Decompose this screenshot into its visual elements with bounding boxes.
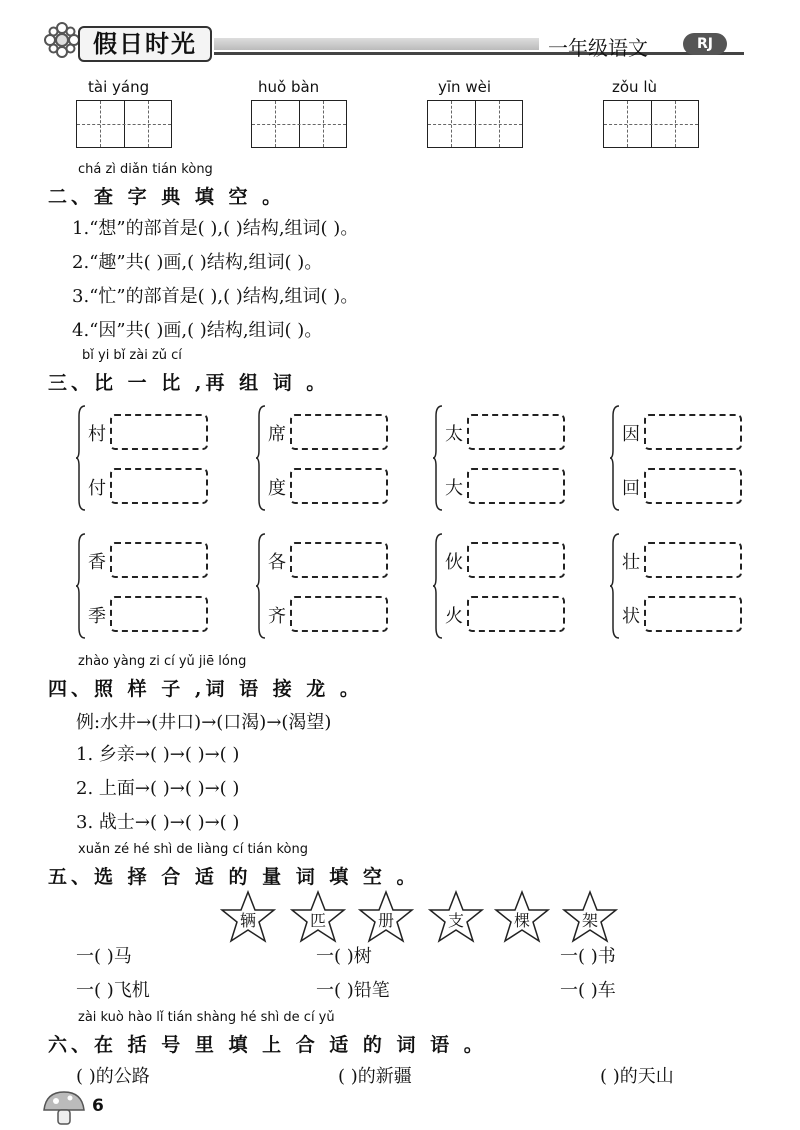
compare-group-3	[433, 404, 593, 512]
measure-word-label: 匹	[309, 911, 326, 930]
measure-word-label: 支	[447, 911, 464, 930]
answer-box[interactable]	[644, 468, 742, 504]
compare-char: 因	[622, 424, 640, 445]
measure-item-3: 一( )书	[560, 946, 616, 967]
compare-group-7	[433, 532, 593, 640]
header-band	[214, 38, 539, 50]
pinyin-label-4: zǒu lù	[612, 78, 657, 96]
compare-group-1	[76, 404, 236, 512]
section2-pinyin: chá zì diǎn tián kòng	[78, 162, 213, 177]
measure-word-star	[220, 890, 276, 944]
answer-box[interactable]	[290, 468, 388, 504]
compare-group-6	[256, 532, 416, 640]
section3-title: 三、比 一 比 ,再 组 词 。	[48, 372, 330, 394]
compare-char: 大	[445, 478, 463, 499]
measure-word-star	[428, 890, 484, 944]
section5-title: 五、选 择 合 适 的 量 词 填 空 。	[48, 866, 420, 888]
pinyin-label-3: yīn wèi	[438, 78, 491, 96]
compare-group-2	[256, 404, 416, 512]
measure-word-star	[290, 890, 346, 944]
answer-box[interactable]	[467, 596, 565, 632]
brace-icon	[76, 532, 86, 640]
section2-line-3: 3.“忙”的部首是( ),( )结构,组词( )。	[72, 286, 359, 307]
answer-box[interactable]	[644, 414, 742, 450]
section2-line-2: 2.“趣”共( )画,( )结构,组词( )。	[72, 252, 323, 273]
measure-word-label: 册	[377, 911, 394, 930]
measure-item-4: 一( )飞机	[76, 980, 150, 1001]
section6-pinyin: zài kuò hào lǐ tián shàng hé shì de cí yǔ	[78, 1010, 335, 1025]
compare-char: 季	[88, 606, 106, 627]
section4-pinyin: zhào yàng zi cí yǔ jiē lóng	[78, 654, 247, 669]
compare-char: 壮	[622, 552, 640, 573]
measure-word-label: 棵	[513, 911, 530, 930]
compare-group-4	[610, 404, 770, 512]
book-title: 假日时光	[78, 26, 212, 62]
compare-char: 香	[88, 552, 106, 573]
answer-box[interactable]	[110, 414, 208, 450]
phrase-item-3: ( )的天山	[600, 1066, 674, 1087]
pinyin-label-1: tài yáng	[88, 78, 150, 96]
answer-box[interactable]	[467, 468, 565, 504]
section2-line-4: 4.“因”共( )画,( )结构,组词( )。	[72, 320, 323, 341]
phrase-item-2: ( )的新疆	[338, 1066, 412, 1087]
compare-char: 付	[88, 478, 106, 499]
compare-char: 席	[268, 424, 286, 445]
measure-word-star	[494, 890, 550, 944]
mushroom-icon	[40, 1088, 88, 1126]
brace-icon	[610, 532, 620, 640]
section4-line-3: 3. 战士→( )→( )→( )	[76, 812, 240, 833]
compare-char: 度	[268, 478, 286, 499]
compare-char: 各	[268, 552, 286, 573]
compare-char: 状	[622, 606, 640, 627]
edition-badge: RJ	[683, 33, 727, 55]
section5-pinyin: xuǎn zé hé shì de liàng cí tián kòng	[78, 842, 308, 857]
brace-icon	[433, 404, 443, 512]
compare-char: 火	[445, 606, 463, 627]
compare-char: 村	[88, 424, 106, 445]
measure-word-star	[562, 890, 618, 944]
section4-example: 例:水井→(井口)→(口渴)→(渴望)	[76, 712, 332, 733]
answer-box[interactable]	[110, 468, 208, 504]
section2-title: 二、查 字 典 填 空 。	[48, 186, 286, 208]
section4-title: 四、照 样 子 ,词 语 接 龙 。	[48, 678, 363, 700]
brace-icon	[76, 404, 86, 512]
measure-item-1: 一( )马	[76, 946, 132, 967]
brace-icon	[610, 404, 620, 512]
measure-word-star	[358, 890, 414, 944]
section4-line-2: 2. 上面→( )→( )→( )	[76, 778, 240, 799]
section3-pinyin: bǐ yi bǐ zài zǔ cí	[82, 348, 182, 363]
grade-subject-label: 一年级语文	[548, 36, 648, 60]
answer-box[interactable]	[110, 596, 208, 632]
compare-char: 齐	[268, 606, 286, 627]
answer-box[interactable]	[290, 596, 388, 632]
answer-box[interactable]	[290, 542, 388, 578]
phrase-item-1: ( )的公路	[76, 1066, 150, 1087]
brace-icon	[433, 532, 443, 640]
section2-line-1: 1.“想”的部首是( ),( )结构,组词( )。	[72, 218, 359, 239]
measure-word-label: 辆	[239, 911, 256, 930]
flower-logo-icon	[44, 22, 80, 58]
measure-item-5: 一( )铅笔	[316, 980, 390, 1001]
answer-box[interactable]	[644, 596, 742, 632]
answer-box[interactable]	[467, 542, 565, 578]
page-number: 6	[92, 1096, 104, 1116]
compare-char: 伙	[445, 552, 463, 573]
writing-grid-3[interactable]	[427, 100, 523, 148]
writing-grid-4[interactable]	[603, 100, 699, 148]
writing-grid-2[interactable]	[251, 100, 347, 148]
answer-box[interactable]	[290, 414, 388, 450]
compare-group-8	[610, 532, 770, 640]
measure-item-2: 一( )树	[316, 946, 372, 967]
compare-group-5	[76, 532, 236, 640]
compare-char: 回	[622, 478, 640, 499]
answer-box[interactable]	[644, 542, 742, 578]
compare-char: 太	[445, 424, 463, 445]
brace-icon	[256, 404, 266, 512]
section4-line-1: 1. 乡亲→( )→( )→( )	[76, 744, 240, 765]
measure-word-label: 架	[581, 911, 598, 930]
writing-grid-1[interactable]	[76, 100, 172, 148]
answer-box[interactable]	[467, 414, 565, 450]
brace-icon	[256, 532, 266, 640]
measure-item-6: 一( )车	[560, 980, 616, 1001]
pinyin-label-2: huǒ bàn	[258, 78, 320, 96]
section6-title: 六、在 括 号 里 填 上 合 适 的 词 语 。	[48, 1034, 487, 1056]
header-rule	[214, 52, 744, 55]
answer-box[interactable]	[110, 542, 208, 578]
